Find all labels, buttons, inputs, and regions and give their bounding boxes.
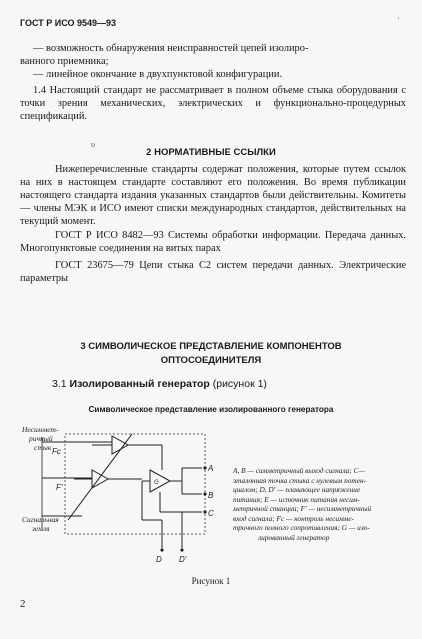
section-3-title-line-1: 3 СИМВОЛИЧЕСКОЕ ПРЕДСТАВЛЕНИЕ КОМПОНЕНТОВ [80,341,342,352]
label-c: C [208,509,214,518]
intro-line-3: — линейное окончание в двухпунктовой конфигурации. [33,69,283,80]
paragraph-1-4: 1.4 Настоящий стандарт не рассматривает в полном объеме стыка оборудования с точки зрения механических, электрических и функционально-процедурных спецификаций. [20,85,406,122]
subsection-title: Изолированный генератор [69,378,210,390]
intro-line-2: ванного приемника; [20,56,109,67]
fc-buffer-triangle [112,436,128,454]
figure-legend: A, B — симметричный выход сигнала; C— эталонная точка стыка с нулевым потен- циалом; D, D' — плавающее напряжение питания; E — источник питания несим- метричной станции; F' — несимметричный вход сигнала; Fc — контроль несимме- тричного полного сопротивления; G — изо- лированный генератор [233,466,372,542]
figure-title: Символическое представление изолированного генератора [88,405,334,414]
label-d-prime: D' [179,555,187,564]
terminal-b [203,492,206,495]
terminal-d [160,548,163,551]
section-3-title-line-2: ОПТОСОЕДИНИТЕЛЯ [160,355,262,366]
isolation-boundary [65,434,205,534]
section-2-title: 2 НОРМАТИВНЫЕ ССЫЛКИ [146,147,276,158]
subsection-number: 3.1 [52,378,67,390]
section-2-para-1: Нижеперечисленные стандарты содержат положения, которые путем ссылок на них в настоящем стандарте составляют его положения. Во время публикации настоящего стандарта издания указанных стандартов были действительны. Комитеты — члены МЭК и ИСО имеют списки международных стандартов, действительных на текущий момент. [20,164,406,227]
isolated-generator-diagram [22,420,222,570]
intro-block [20,42,406,81]
label-a: A [208,464,214,473]
label-f: F' [56,483,63,492]
intro-line-1: — возможность обнаружения неисправностей цепей изолиро- [33,43,309,54]
figure-caption: Рисунок 1 [191,576,231,586]
section-2-para-3: ГОСТ 23675—79 Цепи стыка С2 систем передачи данных. Электрические параметры [20,260,406,284]
corner-mark: ' [398,16,400,25]
subsection-figure-ref: (рисунок 1) [212,378,267,390]
terminal-d-prime [180,548,183,551]
unbalanced-interface-label: Несиммет- ричный стык [22,425,59,452]
label-d: D [156,555,162,564]
terminal-c [203,510,206,513]
terminal-a [203,466,206,469]
stray-mark: υ [91,140,95,149]
label-b: B [208,491,214,500]
signal-ground-label: Сигнальная земля [22,515,59,533]
label-fc: Fc [52,447,61,456]
section-2-para-2: ГОСТ Р ИСО 8482—93 Системы обработки информации. Передача данных. Многопунктовые соединения на витых парах [20,230,406,254]
label-g: G [154,480,159,486]
standard-header: ГОСТ Р ИСО 9549—93 [20,18,117,28]
isolation-divider [68,434,132,520]
subsection-3-1 [52,378,267,390]
page-number: 2 [20,598,26,610]
g-generator-triangle [150,470,170,492]
